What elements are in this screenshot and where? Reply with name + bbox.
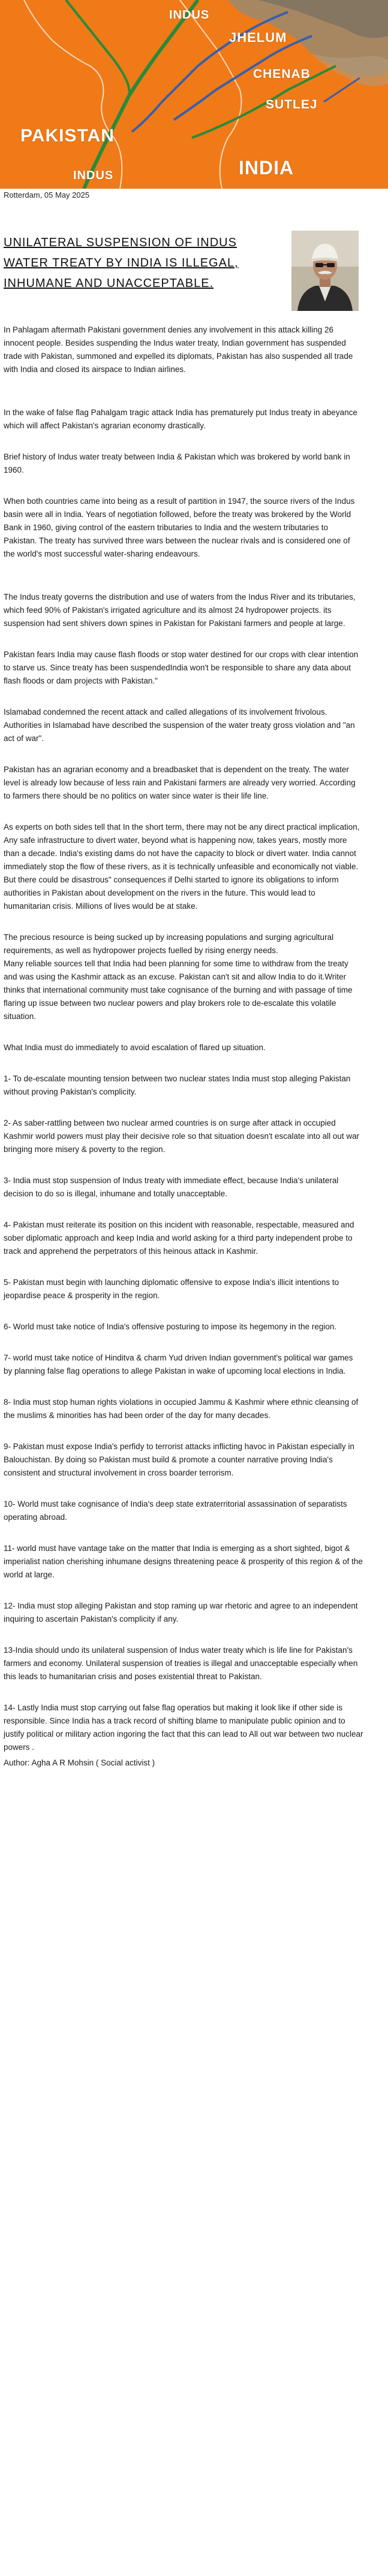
paragraph: As experts on both sides tell that In the short term, there may not be any direct practical implication, Any safe infrastructure to divert water, beyond what is happening now, takes years, mostly more than a decade. India's existing dams do not have the capacity to block or divert water. India cannot immediately stop the flow of these rivers, as it is technically unfeasible and economically not viable. But there could be disastrous" consequences if Delhi started to ignore its obligations to inform authorities in Pakistan about development on the rivers in the future. This would lead to humanitarian crisis. Millions of lives would be at stake. xyxy=(4,823,360,911)
list-item: 14- Lastly India must stop carrying out false flag operatios but making it look like if other side is responsible. Since India has a track record of shifting blame to manipulate public opinion and to justify political or military action ingoring the fact that this can lead to All out war between two nuclear powers . xyxy=(4,1703,363,1752)
list-item: 2- As saber-rattling between two nuclear armed countries is on surge after attack in occupied Kashmir world powers must play their decisive role so that situation doesn't escalate into all out war bringing more misery & poverty to the region. xyxy=(4,1118,360,1154)
author-credit: Author: Agha A R Mohsin ( Social activist ) xyxy=(4,1758,155,1767)
author-photo xyxy=(291,231,359,311)
map-label-india: INDIA xyxy=(239,157,294,179)
paragraph: Islamabad condemned the recent attack and called allegations of its involvement frivolous. Authorities in Islamabad have described the suspension of the water treaty gross violation and "an act of war". xyxy=(4,708,355,743)
list-item: 1- To de-escalate mounting tension between two nuclear states India must stop alleging Pakistan without proving Pakistan's complicity. xyxy=(4,1074,351,1096)
paragraph: What India must do immediately to avoid escalation of flared up situation. xyxy=(4,1043,266,1052)
paragraph: Brief history of Indus water treaty between India & Pakistan which was brokered by world bank in 1960. xyxy=(4,452,350,474)
list-item: 13-India should undo its unilateral suspension of Indus water treaty which is life line for Pakistan's farmers and economy. Unilateral suspension of treaties is illegal and unacceptable especially when this leads to humanitarian crisis and poses existential threat to Pakistan. xyxy=(4,1646,358,1681)
indus-basin-map xyxy=(0,0,388,189)
dateline: Rotterdam, 05 May 2025 xyxy=(4,191,90,199)
paragraph: The Indus treaty governs the distribution and use of waters from the Indus River and its tributaries, which feed 90% of Pakistan's irrigated agriculture and its almost 24 hydropower projects. its suspension had sent shivers down spines in Pakistan for Pakistani farmers and people at large. xyxy=(4,592,356,628)
article-title-text: UNILATERAL SUSPENSION OF INDUS WATER TREATY BY INDIA IS ILLEGAL, INHUMANE AND UNACCEPTABLE. xyxy=(4,236,239,290)
map-label-chenab: CHENAB xyxy=(253,67,311,81)
map-label-pakistan: PAKISTAN xyxy=(20,126,115,146)
map-label-indus-bottom: INDUS xyxy=(73,169,114,182)
map-label-jhelum: JHELUM xyxy=(229,30,287,45)
list-item: 12- India must stop alleging Pakistan and stop raming up war rhetoric and agree to an independent inquiring to ascertain Pakistan's complicity if any. xyxy=(4,1601,358,1623)
map-graphic xyxy=(0,0,388,189)
list-item: 4- Pakistan must reiterate its position on this incident with reasonable, respectable, measured and sober diplomatic approach and keep India and world asking for a third party independent probe to track and apprehend the perpetrators of this heinous attack in Kashmir. xyxy=(4,1220,354,1256)
list-item: 8- India must stop human rights violations in occupied Jammu & Kashmir where ethnic cleansing of the muslims & minorities has had been order of the day for many decades. xyxy=(4,1398,359,1420)
list-item: 10- World must take cognisance of India's deep state extraterritorial assassination of separatists operating abroad. xyxy=(4,1499,347,1522)
list-item: 9- Pakistan must expose India's perfidy to terrorist attacks inflicting havoc in Pakistan especially in Balouchistan. By doing so Pakistan must build & promote a counter narrative proving India's consistent and structural involvement in cross boarder terrorism. xyxy=(4,1442,354,1477)
paragraph: Pakistan has an agrarian economy and a breadbasket that is dependent on the treaty. The water level is already low because of less rain and Pakistani farmers are already very worried. According to farmers there should be no politics on water since water is their life line. xyxy=(4,765,356,800)
paragraph: In the wake of false flag Pahalgam tragic attack India has prematurely put Indus treaty in abeyance which will affect Pakistan's agrarian economy drastically. xyxy=(4,408,357,430)
list-item: 7- world must take notice of Hinditva & charm Yud driven Indian government's political war games by planning false flag operations to allege Pakistan in wake of upcoming local elections in India. xyxy=(4,1353,353,1375)
list-item: 11- world must have vantage take on the matter that India is emerging as a short sighted, bigot & imperialist nation cherishing inhumane designs threatening peace & prosperity of this region & of the world at large. xyxy=(4,1544,363,1579)
list-item: 3- India must stop suspension of Indus treaty with immediate effect, because India's unilateral decision to do so is illegal, inhumane and totally unacceptable. xyxy=(4,1176,339,1198)
paragraph: The precious resource is being sucked up by increasing populations and surging agricultural requirements, as well as hydropower projects fuelled by rising energy needs. Many reliable sources tell that India had been planning for some time to withdraw from the treaty and was using the Kashmir attack as an excuse. Pakistan can't sit and allow India to do it.Writer thinks that international community must take cognisance of the burning and with passage of time flaring up issue between two nuclear powers and play brokers role to de-escalate this volatile situation. xyxy=(4,933,353,1021)
list-item: 5- Pakistan must begin with launching diplomatic offensive to expose India's illicit intentions to jeopardise peace & prosperity in the region. xyxy=(4,1278,339,1300)
map-label-indus-top: INDUS xyxy=(169,8,210,22)
paragraph: Pakistan fears India may cause flash floods or stop water destined for our crops with clear intention to starve us. Since treaty has been suspendedIndia won't be responsible to share any data about flash floods or dam projects with Pakistan." xyxy=(4,650,359,685)
paragraph: When both countries came into being as a result of partition in 1947, the source rivers of the Indus basin were all in India. Years of negotiation followed, before the treaty was brokered by the World Bank in 1960, giving control of the eastern tributaries to India and the western tributaries to Pakistan. The treaty has survived three wars between the nuclear rivals and is considered one of the world's most successful water-sharing endeavours. xyxy=(4,497,355,558)
article-body xyxy=(4,323,363,1754)
article-title xyxy=(4,232,285,294)
map-label-sutlej: SUTLEJ xyxy=(266,98,318,111)
paragraph: In Pahlagam aftermath Pakistani government denies any involvement in this attack killing 26 innocent people. Besides suspending the Indus water treaty, Indian government has suspended trade with Pakistan, summoned and expelled its diplomats, Pakistan has also suspended all trade with India and closed its airspace to Indian airlines. xyxy=(4,325,353,374)
author-portrait-icon xyxy=(291,231,359,311)
list-item: 6- World must take notice of India's offensive posturing to impose its hegemony in the region. xyxy=(4,1322,337,1331)
